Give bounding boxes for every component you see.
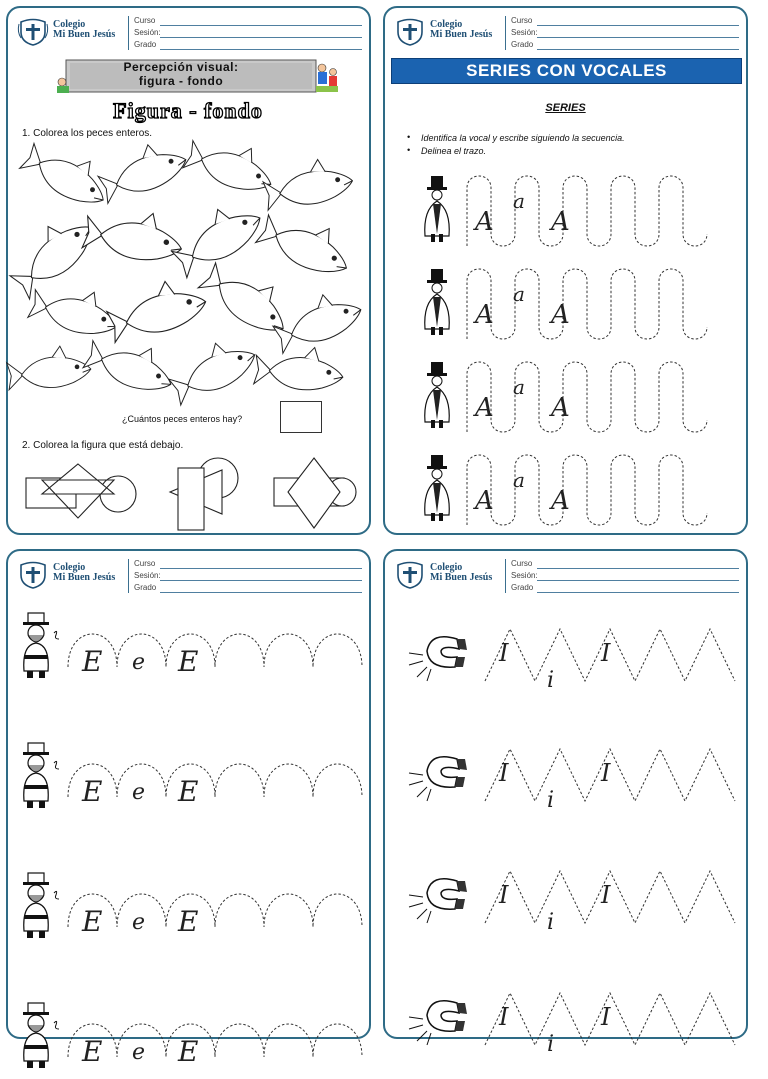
series-banner: SERIES CON VOCALES <box>391 58 742 84</box>
magnet-icon <box>409 637 467 681</box>
dotted-tracing-path[interactable] <box>68 894 362 927</box>
worksheet-header <box>8 551 369 597</box>
tracing-letter: I <box>499 881 509 909</box>
leprechaun-icon <box>23 1003 59 1068</box>
diamond-shape <box>288 458 340 528</box>
student-fields <box>134 16 362 52</box>
worksheet-header <box>385 8 746 54</box>
magnet-icon <box>409 1001 467 1045</box>
fish-outline <box>82 202 187 266</box>
tracing-letter: E <box>178 1035 199 1068</box>
worksheet-series-vocales-i <box>383 549 748 1057</box>
school-name-line1: Colegio <box>53 19 86 30</box>
tracing-letter: i <box>547 1032 555 1057</box>
curso-field[interactable]: Curso <box>511 559 739 571</box>
fish-outline <box>27 277 123 341</box>
dotted-tracing-path[interactable] <box>467 269 707 339</box>
fish-outline <box>6 344 93 392</box>
student-fields <box>511 16 739 52</box>
tracing-row[interactable] <box>10 869 367 949</box>
series-subtitle: SERIES <box>545 102 586 114</box>
dotted-tracing-path[interactable] <box>68 764 362 797</box>
banner-line1: Percepción visual: <box>123 60 239 74</box>
header-divider <box>128 559 129 593</box>
tracing-letter: I <box>601 639 611 667</box>
tracing-letter: i <box>547 668 555 693</box>
magician-icon <box>425 455 450 521</box>
tracing-row[interactable] <box>387 619 744 699</box>
tracing-row[interactable] <box>387 356 744 442</box>
tracing-letter: A <box>475 486 494 516</box>
tracing-row[interactable] <box>387 739 744 819</box>
tracing-row[interactable] <box>387 263 744 349</box>
tracing-letter: I <box>601 759 611 787</box>
student-fields <box>134 559 362 595</box>
tracing-letter: A <box>475 300 494 330</box>
tracing-letter: A <box>551 300 570 330</box>
perception-banner-text <box>66 60 296 88</box>
curso-field[interactable]: Curso <box>134 559 362 571</box>
worksheet-series-vocales-e <box>6 549 371 1068</box>
overlapping-shapes[interactable] <box>22 450 362 532</box>
tracing-letter: e <box>132 910 146 935</box>
dotted-tracing-path[interactable] <box>68 1024 362 1057</box>
grado-field[interactable]: Grado <box>134 583 362 595</box>
dotted-tracing-path[interactable] <box>68 634 362 667</box>
page-title: Figura - fondo <box>113 98 263 123</box>
school-name-line2: Mi Buen Jesús <box>53 29 116 40</box>
tracing-letter: E <box>178 905 199 938</box>
school-name: Colegio Mi Buen Jesús <box>430 19 493 40</box>
school-crest-icon <box>18 561 48 589</box>
fish-outline <box>103 273 210 345</box>
dotted-tracing-path[interactable] <box>467 362 707 432</box>
tracing-letter: E <box>82 645 103 678</box>
tracing-row[interactable] <box>387 983 744 1063</box>
student-fields <box>511 559 739 595</box>
header-divider <box>505 16 506 50</box>
header-divider <box>505 559 506 593</box>
instruction-bullet-1: • Identifica la vocal y escribe siguiendo la secuencia. <box>407 132 625 145</box>
tracing-letter: i <box>547 910 555 935</box>
tracing-letter: a <box>513 375 525 399</box>
instructions-list <box>407 132 625 158</box>
school-name: Colegio Mi Buen Jesús <box>53 562 116 583</box>
sesion-field[interactable]: Sesión: <box>511 28 739 40</box>
worksheet-header <box>8 8 369 54</box>
sesion-field[interactable]: Sesión: <box>511 571 739 583</box>
fish-outline <box>197 252 299 343</box>
tracing-letter: A <box>475 393 494 423</box>
tracing-letter: i <box>547 788 555 813</box>
tracing-letter: A <box>551 486 570 516</box>
fish-outline <box>254 343 346 394</box>
instruction-2: 2. Colorea la figura que está debajo. <box>22 440 184 451</box>
tracing-letter: I <box>499 759 509 787</box>
tracing-letter: a <box>513 189 525 213</box>
school-crest-icon <box>18 18 48 46</box>
magician-icon <box>425 176 450 242</box>
sesion-field[interactable]: Sesión: <box>134 571 362 583</box>
tracing-letter: I <box>499 1003 509 1031</box>
banner-line2: figura - fondo <box>138 74 224 88</box>
tracing-letter: E <box>178 645 199 678</box>
fish-outline <box>261 154 355 212</box>
worksheet-series-vocales-a <box>383 6 748 535</box>
grado-field[interactable]: Grado <box>511 40 739 52</box>
school-crest-icon <box>395 561 425 589</box>
leprechaun-icon <box>23 743 59 808</box>
tracing-letter: E <box>82 775 103 808</box>
magnet-icon <box>409 757 467 801</box>
fish-puzzle[interactable] <box>22 142 362 398</box>
tracing-row[interactable] <box>387 861 744 941</box>
header-divider <box>128 16 129 50</box>
leprechaun-icon <box>23 873 59 938</box>
tracing-letter: E <box>178 775 199 808</box>
tracing-letter: a <box>513 282 525 306</box>
curso-field[interactable]: Curso <box>511 16 739 28</box>
tracing-row[interactable] <box>10 609 367 689</box>
school-name: Colegio Mi Buen Jesús <box>430 562 493 583</box>
tracing-letter: I <box>499 639 509 667</box>
tracing-letter: I <box>601 881 611 909</box>
grado-field[interactable]: Grado <box>511 583 739 595</box>
tracing-letter: I <box>601 1003 611 1031</box>
worksheet-header <box>385 551 746 597</box>
school-crest-icon <box>395 18 425 46</box>
tracing-row[interactable] <box>10 739 367 819</box>
fish-outline <box>163 330 261 406</box>
instruction-bullet-2: • Delinea el trazo. <box>407 145 625 158</box>
sesion-field[interactable]: Sesión: <box>134 28 362 40</box>
fish-outline <box>182 129 280 200</box>
curso-field[interactable]: Curso <box>134 16 362 28</box>
tracing-letter: A <box>551 207 570 237</box>
dotted-tracing-path[interactable] <box>467 176 707 246</box>
leprechaun-icon <box>23 613 59 678</box>
tracing-letter: e <box>132 1040 146 1065</box>
tracing-row[interactable] <box>387 170 744 256</box>
fish-outline <box>255 203 359 283</box>
tracing-letter: E <box>82 905 103 938</box>
tracing-row[interactable] <box>10 999 367 1079</box>
tracing-letter: a <box>513 468 525 492</box>
fish-outline <box>82 329 180 400</box>
fish-outline <box>1 206 102 301</box>
fish-outline <box>19 133 117 214</box>
rectangle-shape-2 <box>178 468 204 530</box>
tracing-letter: A <box>475 207 494 237</box>
instruction-1: 1. Colorea los peces enteros. <box>22 128 153 139</box>
worksheet-figura-fondo <box>6 6 371 535</box>
school-name <box>53 20 115 40</box>
fish-count-question: ¿Cuántos peces enteros hay? <box>122 414 243 424</box>
magician-icon <box>425 269 450 335</box>
tracing-letter: e <box>132 650 146 675</box>
tracing-letter: E <box>82 1035 103 1068</box>
dotted-tracing-path[interactable] <box>467 455 707 525</box>
fish-count-answer-box[interactable] <box>280 401 322 433</box>
fish-outline <box>94 134 192 205</box>
tracing-letter: A <box>551 393 570 423</box>
magnet-icon <box>409 879 467 923</box>
magician-icon <box>425 362 450 428</box>
grado-field[interactable]: Grado <box>134 40 362 52</box>
fish-outline <box>269 284 367 355</box>
tracing-row[interactable] <box>387 449 744 535</box>
tracing-letter: e <box>132 780 146 805</box>
